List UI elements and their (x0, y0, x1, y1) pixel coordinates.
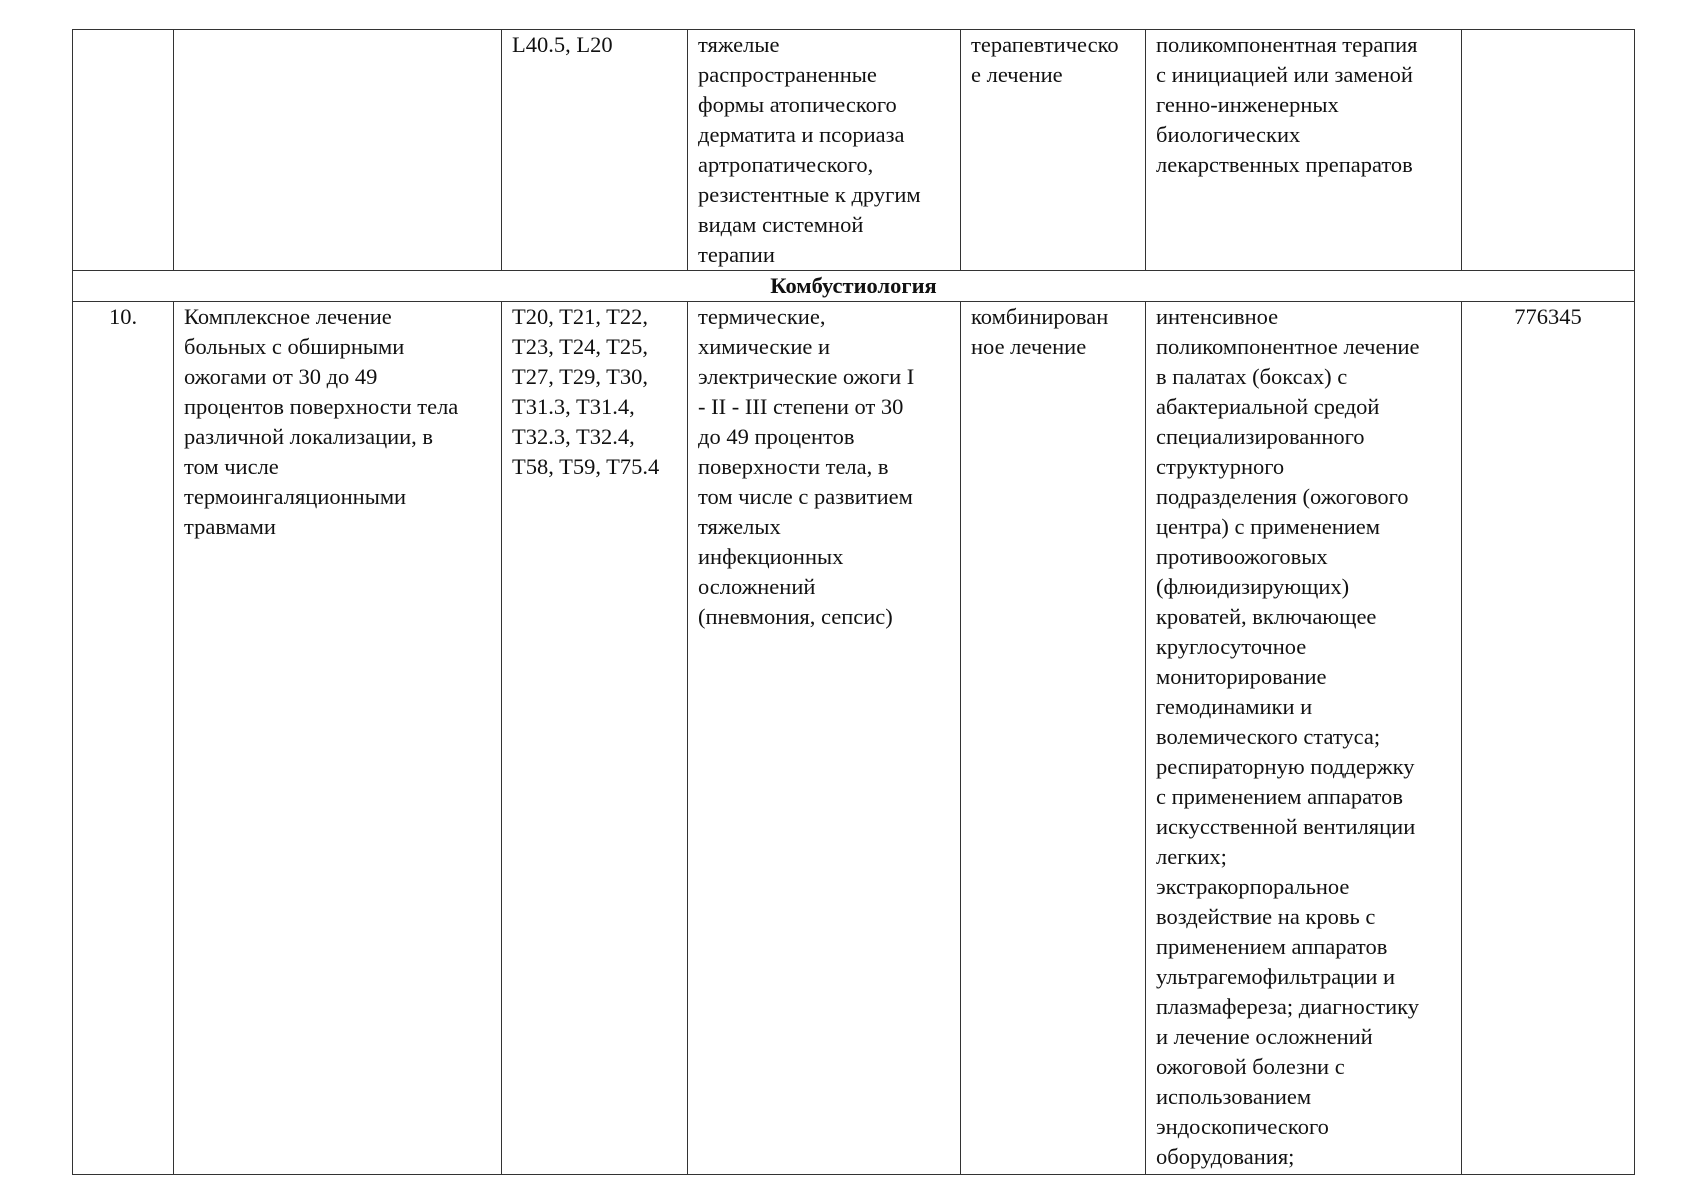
cell-name (174, 30, 502, 271)
text-line: тяжелых (698, 514, 781, 539)
text-line: легких; (1156, 844, 1227, 869)
text-line: поликомпонентное лечение (1156, 334, 1420, 359)
text-line: ожогами от 30 до 49 (184, 364, 378, 389)
text-line: структурного (1156, 454, 1285, 479)
table-row-10 (73, 302, 1635, 1175)
section-title: Комбустиология (73, 271, 1635, 302)
text-line: L40.5, L20 (512, 32, 613, 57)
text-line: генно-инженерных (1156, 92, 1339, 117)
text-line: термоингаляционными (184, 484, 407, 509)
text-line: противоожоговых (1156, 544, 1328, 569)
text-line: термические, (698, 304, 826, 329)
text-line: до 49 процентов (698, 424, 855, 449)
cell-patient-model (688, 30, 961, 271)
medical-care-table (72, 29, 1635, 1175)
text-line: оборудования; (1156, 1144, 1295, 1169)
text-line: круглосуточное (1156, 634, 1307, 659)
text-line: ожоговой болезни с (1156, 1054, 1345, 1079)
text-line: резистентные к другим (698, 182, 921, 207)
text-line: том числе (184, 454, 279, 479)
text-line: дерматита и псориаза (698, 122, 905, 147)
text-line: воздействие на кровь с (1156, 904, 1376, 929)
text-line: лекарственных препаратов (1156, 152, 1413, 177)
text-line: T32.3, T32.4, (512, 424, 635, 449)
text-line: мониторирование (1156, 664, 1327, 689)
text-line: процентов поверхности тела (184, 394, 459, 419)
text-line: ное лечение (971, 334, 1087, 359)
text-line: использованием (1156, 1084, 1312, 1109)
text-line: плазмафереза; диагностику (1156, 994, 1420, 1019)
text-line: поликомпонентная терапия (1156, 32, 1418, 57)
text-line: различной локализации, в (184, 424, 434, 449)
text-line: травмами (184, 514, 276, 539)
cell-treatment-method (1146, 30, 1462, 271)
table-row-previous (73, 30, 1635, 271)
text-line: терапевтическо (971, 32, 1119, 57)
cell-number: 10. (73, 302, 174, 1175)
text-line: (флюидизирующих) (1156, 574, 1350, 599)
text-line: искусственной вентиляции (1156, 814, 1416, 839)
text-line: артропатического, (698, 152, 874, 177)
text-line: биологических (1156, 122, 1301, 147)
text-line: волемического статуса; (1156, 724, 1381, 749)
cell-number (73, 30, 174, 271)
text-line: T23, T24, T25, (512, 334, 649, 359)
text-line: гемодинамики и (1156, 694, 1313, 719)
text-line: T31.3, T31.4, (512, 394, 635, 419)
text-line: больных с обширными (184, 334, 405, 359)
text-line: осложнений (698, 574, 816, 599)
cell-treatment-type (961, 302, 1146, 1175)
text-line: химические и (698, 334, 831, 359)
text-line: T20, T21, T22, (512, 304, 649, 329)
text-line: комбинирован (971, 304, 1109, 329)
cell-codes (502, 30, 688, 271)
text-line: T27, T29, T30, (512, 364, 649, 389)
cell-codes (502, 302, 688, 1175)
text-line: специализированного (1156, 424, 1365, 449)
text-line: респираторную поддержку (1156, 754, 1415, 779)
text-line: с инициацией или заменой (1156, 62, 1413, 87)
text-line: тяжелые (698, 32, 780, 57)
text-line: видам системной (698, 212, 864, 237)
text-line: е лечение (971, 62, 1063, 87)
text-line: Комплексное лечение (184, 304, 392, 329)
text-line: подразделения (ожогового (1156, 484, 1409, 509)
text-line: - II - III степени от 30 (698, 394, 904, 419)
text-line: терапии (698, 242, 775, 267)
section-header-row (73, 271, 1635, 302)
text-line: абактериальной средой (1156, 394, 1380, 419)
text-line: ультрагемофильтрации и (1156, 964, 1396, 989)
cell-treatment-method (1146, 302, 1462, 1175)
text-line: формы атопического (698, 92, 897, 117)
text-line: экстракорпоральное (1156, 874, 1350, 899)
cell-treatment-type (961, 30, 1146, 271)
text-line: интенсивное (1156, 304, 1279, 329)
text-line: электрические ожоги I (698, 364, 915, 389)
text-line: распространенные (698, 62, 877, 87)
cell-patient-model (688, 302, 961, 1175)
text-line: центра) с применением (1156, 514, 1381, 539)
text-line: эндоскопического (1156, 1114, 1329, 1139)
text-line: T58, T59, T75.4 (512, 454, 660, 479)
text-line: поверхности тела, в (698, 454, 889, 479)
text-line: с применением аппаратов (1156, 784, 1403, 809)
text-line: в палатах (боксах) с (1156, 364, 1348, 389)
text-line: (пневмония, сепсис) (698, 604, 893, 629)
cell-name (174, 302, 502, 1175)
text-line: инфекционных (698, 544, 844, 569)
text-line: том числе с развитием (698, 484, 913, 509)
cell-cost: 776345 (1462, 302, 1635, 1175)
cell-cost (1462, 30, 1635, 271)
text-line: и лечение осложнений (1156, 1024, 1373, 1049)
text-line: применением аппаратов (1156, 934, 1388, 959)
text-line: кроватей, включающее (1156, 604, 1377, 629)
